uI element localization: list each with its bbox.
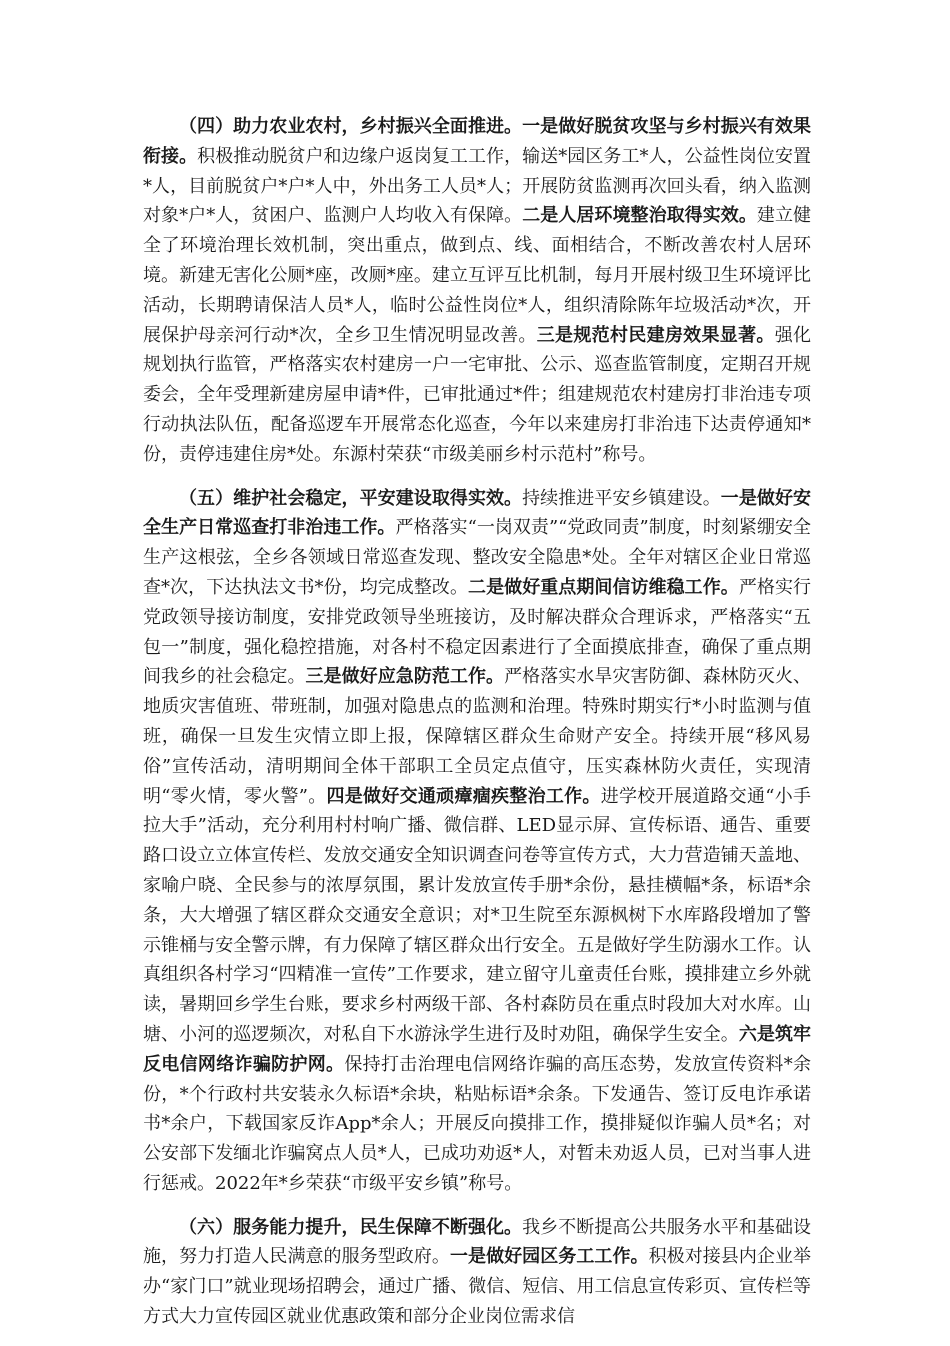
body-text: 严格实行党政领导接访制度，安排党政领导坐班接访，及时解决群众合理诉求，严格落实“五包一”制度，强化稳控措施，对各村不稳定因素进行了全面摸底排查，确保了重点期间我乡的社会稳定。 bbox=[143, 576, 812, 688]
heading-service: （六）服务能力提升，民生保障不断强化。 bbox=[179, 1216, 523, 1238]
paragraph-service bbox=[143, 1213, 811, 1332]
paragraph-agriculture bbox=[143, 112, 811, 470]
body-text: 我乡不断提高公共服务水平和基础设施，努力打造人民满意的服务型政府。 bbox=[143, 1216, 812, 1268]
body-text: 保持打击治理电信网络诈骗的高压态势，发放宣传资料*余份，*个行政村共安装永久标语*余块，粘贴标语*余条。下发通告、签订反电诈承诺书*余户，下载国家反诈App*余人；开展反向摸排工作，摸排疑似诈骗人员*名；对公安部下发缅北诈骗窝点人员*人，已成功劝返*人，对暂未劝返人员，已对当事人进行惩戒。2022年*乡荣获“市级平安乡镇”称号。 bbox=[143, 1053, 812, 1194]
subheading-park-employment: 一是做好园区务工工作。 bbox=[449, 1246, 649, 1268]
subheading-petition: 二是做好重点期间信访维稳工作。 bbox=[468, 576, 739, 598]
heading-agriculture: （四）助力农业农村，乡村振兴全面推进。一是做好脱贫攻坚与乡村振兴有效果衔接。 bbox=[143, 116, 811, 167]
heading-social-stability: （五）维护社会稳定，平安建设取得实效。 bbox=[179, 487, 523, 509]
body-text: 严格落实“一岗双责”“党政同责”制度，时刻紧绷安全生产这根弦，全乡各领域日常巡查发现、整改安全隐患*处。全年对辖区企业日常巡查*次，下达执法文书*份，均完成整改。 bbox=[143, 517, 811, 598]
subheading-housing: 三是规范村民建房效果显著。 bbox=[536, 324, 775, 346]
paragraph-social-stability bbox=[143, 484, 811, 1199]
subheading-safety-production: 一是做好安全生产日常巡查打非治违工作。 bbox=[143, 487, 812, 539]
subheading-traffic: 四是做好交通顽瘴痼疾整治工作。 bbox=[326, 785, 601, 807]
body-text: 积极对接县内企业举办“家门口”就业现场招聘会，通过广播、微信、短信、用工信息宣传彩页、宣传栏等方式大力宣传园区就业优惠政策和部分企业岗位需求信 bbox=[143, 1246, 812, 1328]
body-text: 持续推进平安乡镇建设。 bbox=[522, 487, 721, 509]
body-text: 严格落实水旱灾害防御、森林防灭火、地质灾害值班、带班制，加强对隐患点的监测和治理。特殊时期实行*小时监测与值班，确保一旦发生灾情立即上报，保障辖区群众生命财产安全。持续开展“移风易俗”宣传活动，清明期间全体干部职工全员定点值守，压实森林防火责任，实现清明“零火情，零火警”。 bbox=[143, 666, 812, 807]
document-page bbox=[143, 112, 811, 1346]
body-text: 积极推动脱贫户和边缘户返岗复工工作，输送*园区务工*人，公益性岗位安置*人，目前脱贫户*户*人中，外出务工人员*人；开展防贫监测再次回头看，纳入监测对象*户*人，贫困户、监测户人均收入有保障。 bbox=[143, 145, 812, 227]
body-text: 强化规划执行监管，严格落实农村建房一户一宅审批、公示、巡查监管制度，定期召开规委会，全年受理新建房屋申请*件，已审批通过*件；组建规范农村建房打非治违专项行动执法队伍，配备巡逻车开展常态化巡查，今年以来建房打非治违下达责停通知*份，责停违建住房*处。东源村荣获“市级美丽乡村示范村”称号。 bbox=[143, 324, 812, 465]
subheading-anti-fraud: 六是筑牢反电信网络诈骗防护网。 bbox=[143, 1023, 812, 1075]
subheading-living-environment: 二是人居环境整治取得实效。 bbox=[522, 205, 757, 227]
subheading-emergency: 三是做好应急防范工作。 bbox=[305, 666, 505, 688]
body-text: 建立健全了环境治理长效机制，突出重点，做到点、线、面相结合，不断改善农村人居环境。新建无害化公厕*座，改厕*座。建立互评互比机制，每月开展村级卫生环境评比活动，长期聘请保洁人员*人，临时公益性岗位*人，组织清除陈年垃圾活动*次，开展保护母亲河行动*次，全乡卫生情况明显改善。 bbox=[143, 205, 811, 346]
body-text: 进学校开展道路交通“小手拉大手”活动，充分利用村村响广播、微信群、LED显示屏、宣传标语、通告、重要路口设立立体宣传栏、发放交通安全知识调查问卷等宣传方式，大力营造铺天盖地、家喻户晓、全民参与的浓厚氛围，累计发放宣传手册*余份，悬挂横幅*条，标语*余条，大大增强了辖区群众交通安全意识；对*卫生院至东源枫树下水库路段增加了警示锥桶与安全警示牌，有力保障了辖区群众出行安全。五是做好学生防溺水工作。认真组织各村学习“四精准一宣传”工作要求，建立留守儿童责任台账，摸排建立乡外就读，暑期回乡学生台账，要求乡村两级干部、各村森防员在重点时段加大对水库。山塘、小河的巡逻频次，对私自下水游泳学生进行及时劝阻，确保学生安全。 bbox=[143, 785, 812, 1045]
